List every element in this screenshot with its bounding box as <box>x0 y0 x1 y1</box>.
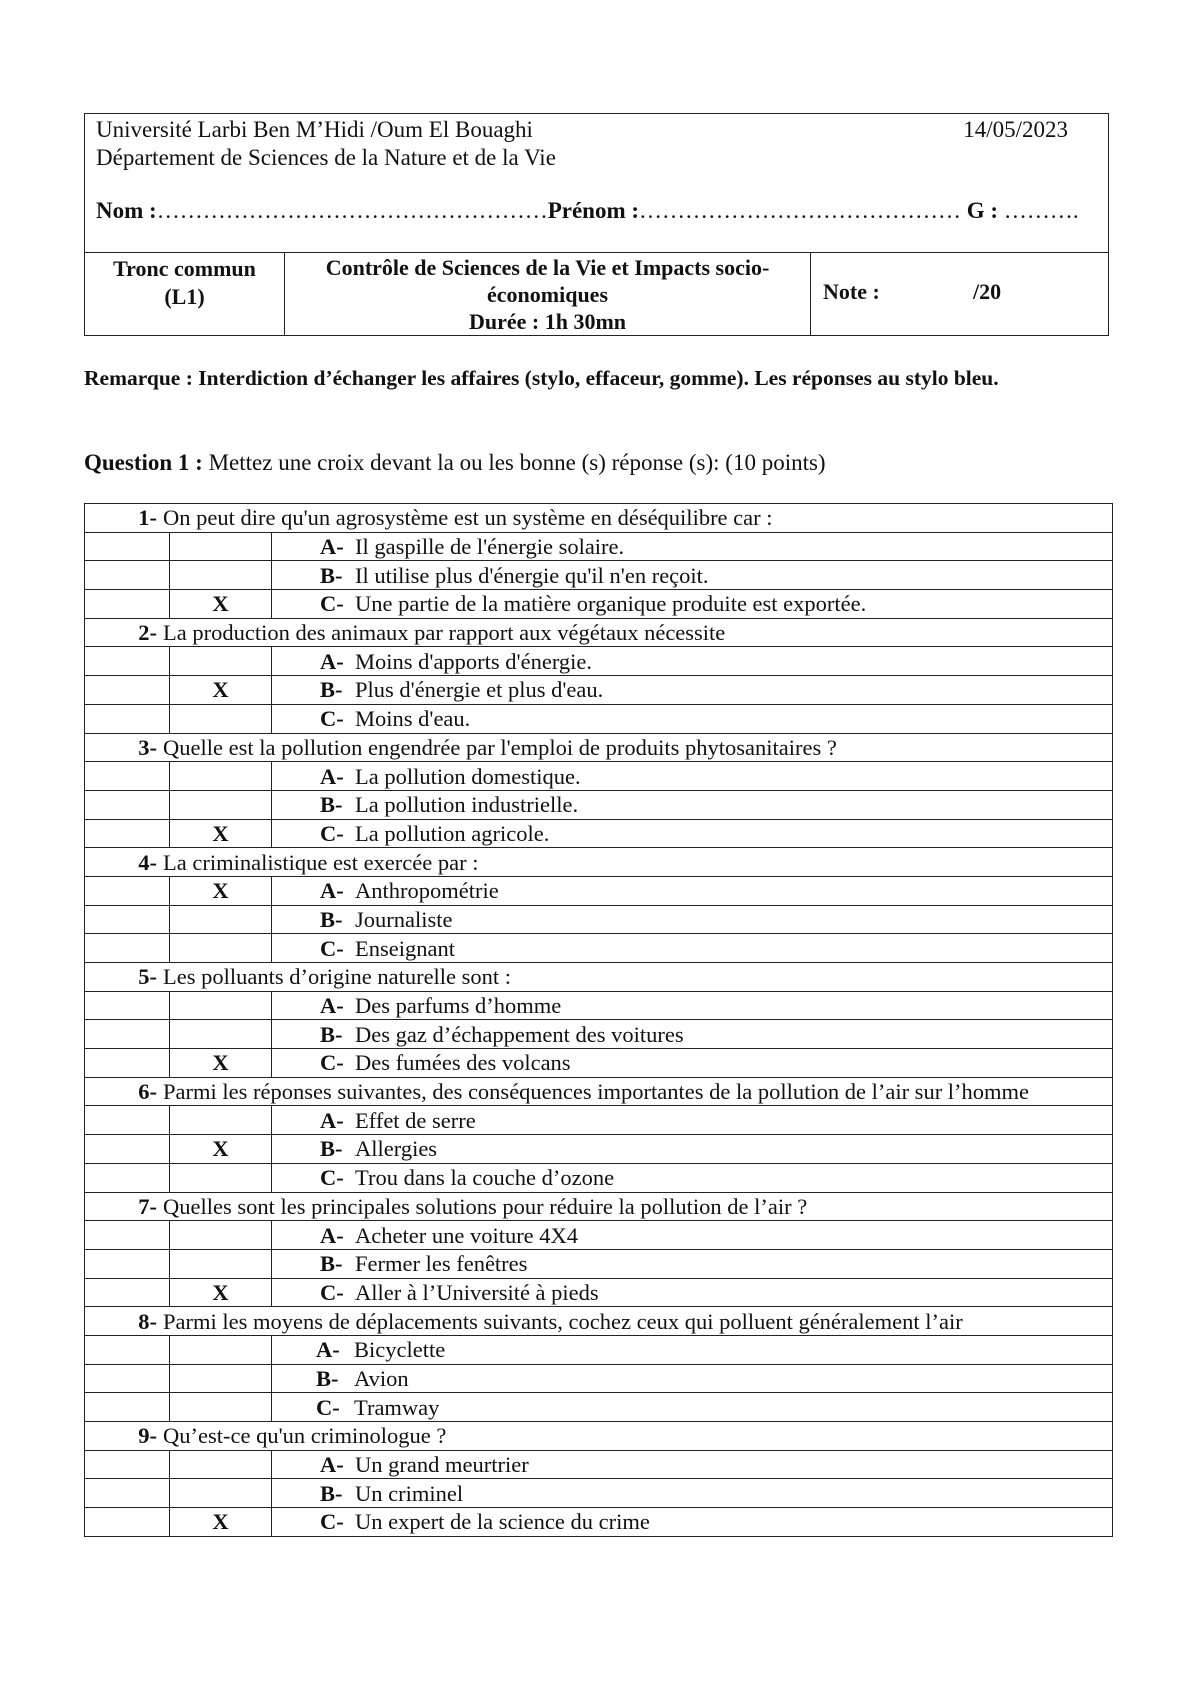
answer-option <box>272 1135 1113 1164</box>
answer-spacer-cell <box>85 1135 170 1164</box>
answer-spacer-cell <box>85 1364 170 1393</box>
answer-text: Anthropométrie <box>355 878 499 904</box>
question-cell <box>85 1192 1113 1221</box>
answer-checkbox-cell[interactable]: X <box>170 676 272 705</box>
question-1-heading <box>84 450 826 476</box>
answer-spacer-cell <box>85 590 170 619</box>
header-exam-row <box>85 253 1108 335</box>
question-cell <box>85 618 1113 647</box>
university-name: Université Larbi Ben M’Hidi /Oum El Bouaghi <box>96 117 533 142</box>
answer-option <box>272 704 1113 733</box>
note-cell <box>811 253 1108 335</box>
answer-row <box>85 790 1113 819</box>
answer-spacer-cell <box>85 1278 170 1307</box>
answer-spacer-cell <box>85 934 170 963</box>
answer-letter: A- <box>320 1452 344 1478</box>
answer-letter: B- <box>320 1021 343 1047</box>
answer-spacer-cell <box>85 1335 170 1364</box>
question-row <box>85 848 1113 877</box>
answer-letter: A- <box>320 1222 344 1248</box>
answer-option <box>272 819 1113 848</box>
question-1-label: Question 1 : <box>84 450 203 475</box>
exam-title-cell <box>285 253 811 335</box>
exam-title-line-1: Contrôle de Sciences de la Vie et Impacts socio- <box>325 255 770 280</box>
answer-text: Des fumées des volcans <box>355 1050 571 1076</box>
question-number: 4- <box>138 849 157 875</box>
answer-spacer-cell <box>85 1163 170 1192</box>
answer-letter: B- <box>320 1136 343 1162</box>
question-text: Parmi les réponses suivantes, des conséquences importantes de la pollution de l’air sur l’homme <box>163 1079 1030 1105</box>
answer-option <box>272 1049 1113 1078</box>
answer-option <box>272 1393 1113 1422</box>
answer-option <box>272 1249 1113 1278</box>
answer-option <box>272 590 1113 619</box>
answer-letter: A- <box>320 993 344 1019</box>
answer-row <box>85 1393 1113 1422</box>
answer-option <box>272 1364 1113 1393</box>
answer-spacer-cell <box>85 1508 170 1537</box>
answer-spacer-cell <box>85 532 170 561</box>
answer-row <box>85 934 1113 963</box>
answer-letter: C- <box>320 935 344 961</box>
answer-text: Une partie de la matière organique produite est exportée. <box>355 591 867 617</box>
answer-option <box>272 1479 1113 1508</box>
answer-spacer-cell <box>85 1020 170 1049</box>
answer-row <box>85 1106 1113 1135</box>
question-text: Quelles sont les principales solutions pour réduire la pollution de l’air ? <box>163 1193 808 1219</box>
question-row <box>85 1422 1113 1451</box>
answer-row <box>85 1049 1113 1078</box>
answer-text: Enseignant <box>355 935 455 961</box>
answer-checkbox-cell[interactable]: X <box>170 1508 272 1537</box>
answer-checkbox-cell[interactable] <box>170 905 272 934</box>
nom-field[interactable]: …………………………………………… <box>156 198 548 223</box>
question-cell <box>85 1422 1113 1451</box>
question-number: 7- <box>138 1193 157 1219</box>
answer-option <box>272 1163 1113 1192</box>
exam-title-line-2: économiques <box>487 282 608 307</box>
answer-option <box>272 1335 1113 1364</box>
answer-text: Un criminel <box>355 1480 464 1506</box>
answer-checkbox-cell[interactable] <box>170 790 272 819</box>
answer-row <box>85 704 1113 733</box>
question-cell <box>85 1307 1113 1336</box>
answer-text: Plus d'énergie et plus d'eau. <box>355 677 604 703</box>
answer-option <box>272 1020 1113 1049</box>
answer-text: Tramway <box>354 1394 440 1420</box>
answer-letter: C- <box>320 1165 344 1191</box>
answer-row <box>85 676 1113 705</box>
answer-spacer-cell <box>85 561 170 590</box>
answer-checkbox-cell[interactable]: X <box>170 819 272 848</box>
answer-checkbox-cell[interactable] <box>170 1020 272 1049</box>
question-row <box>85 1077 1113 1106</box>
answer-row <box>85 1364 1113 1393</box>
answer-letter: A- <box>320 763 344 789</box>
answer-checkbox-cell[interactable] <box>170 762 272 791</box>
level-cell <box>85 253 285 335</box>
answer-checkbox-cell[interactable] <box>170 991 272 1020</box>
answer-text: Il utilise plus d'énergie qu'il n'en reçoit. <box>355 562 709 588</box>
answer-row <box>85 1335 1113 1364</box>
answer-checkbox-cell[interactable] <box>170 1106 272 1135</box>
answer-checkbox-cell[interactable]: X <box>170 1135 272 1164</box>
question-text: La production des animaux par rapport aux végétaux nécessite <box>163 620 726 646</box>
answer-letter: A- <box>320 648 344 674</box>
answer-letter: B- <box>320 1251 343 1277</box>
answer-text: Moins d'eau. <box>355 706 471 732</box>
answer-option <box>272 1508 1113 1537</box>
answer-checkbox-cell[interactable] <box>170 1221 272 1250</box>
answer-text: Bicyclette <box>354 1337 446 1363</box>
level-line-2: (L1) <box>164 284 205 309</box>
answer-checkbox-cell[interactable] <box>170 1393 272 1422</box>
answer-checkbox-cell[interactable]: X <box>170 590 272 619</box>
answer-spacer-cell <box>85 1049 170 1078</box>
answer-option <box>272 762 1113 791</box>
answer-row <box>85 1479 1113 1508</box>
answer-row <box>85 532 1113 561</box>
question-number: 5- <box>138 964 157 990</box>
answer-checkbox-cell[interactable] <box>170 1479 272 1508</box>
question-text: Parmi les moyens de déplacements suivants, cochez ceux qui polluent généralement l’air <box>163 1308 963 1334</box>
question-cell <box>85 733 1113 762</box>
answer-letter: B- <box>320 562 343 588</box>
question-cell <box>85 848 1113 877</box>
answer-text: Un expert de la science du crime <box>355 1509 650 1535</box>
answer-text: Aller à l’Université à pieds <box>355 1279 599 1305</box>
question-number: 2- <box>138 620 157 646</box>
answer-spacer-cell <box>85 676 170 705</box>
answer-spacer-cell <box>85 1249 170 1278</box>
answer-letter: C- <box>316 1394 340 1420</box>
answer-letter: C- <box>320 1509 344 1535</box>
answer-spacer-cell <box>85 647 170 676</box>
note-label: Note : <box>823 279 880 304</box>
answer-letter: A- <box>320 878 344 904</box>
answer-row <box>85 1508 1113 1537</box>
answer-text: La pollution industrielle. <box>355 792 579 818</box>
answer-text: La pollution domestique. <box>355 763 581 789</box>
question-text: La criminalistique est exercée par : <box>163 849 479 875</box>
question-cell <box>85 963 1113 992</box>
question-row <box>85 1307 1113 1336</box>
answer-checkbox-cell[interactable]: X <box>170 1049 272 1078</box>
question-text: Quelle est la pollution engendrée par l'emploi de produits phytosanitaires ? <box>163 734 837 760</box>
question-number: 9- <box>138 1423 157 1449</box>
answer-row <box>85 590 1113 619</box>
answer-row <box>85 876 1113 905</box>
question-cell <box>85 1077 1113 1106</box>
answer-letter: B- <box>316 1365 339 1391</box>
answer-text: Journaliste <box>355 906 453 932</box>
answer-option <box>272 1278 1113 1307</box>
question-row <box>85 1192 1113 1221</box>
question-number: 1- <box>138 505 157 531</box>
answer-checkbox-cell[interactable] <box>170 704 272 733</box>
answer-row <box>85 647 1113 676</box>
answer-option <box>272 647 1113 676</box>
student-identity-row <box>96 198 1079 224</box>
answer-option <box>272 1106 1113 1135</box>
answer-option <box>272 876 1113 905</box>
answer-letter: A- <box>320 1107 344 1133</box>
answer-option <box>272 676 1113 705</box>
answer-row <box>85 1278 1113 1307</box>
answer-letter: A- <box>320 534 344 560</box>
answer-text: Des gaz d’échappement des voitures <box>355 1021 684 1047</box>
prenom-label: Prénom : <box>547 198 640 223</box>
answer-letter: A- <box>316 1337 340 1363</box>
answer-checkbox-cell[interactable] <box>170 1450 272 1479</box>
answer-option <box>272 905 1113 934</box>
question-row <box>85 618 1113 647</box>
answer-row <box>85 762 1113 791</box>
answer-option <box>272 532 1113 561</box>
question-cell <box>85 504 1113 533</box>
answer-row <box>85 905 1113 934</box>
question-text: Les polluants d’origine naturelle sont : <box>163 964 512 990</box>
answer-spacer-cell <box>85 905 170 934</box>
answer-letter: C- <box>320 820 344 846</box>
department-name: Département de Sciences de la Nature et de la Vie <box>96 145 556 170</box>
answer-checkbox-cell[interactable]: X <box>170 1278 272 1307</box>
answer-letter: B- <box>320 792 343 818</box>
answer-checkbox-cell[interactable] <box>170 1364 272 1393</box>
answer-text: Des parfums d’homme <box>355 993 562 1019</box>
answer-option <box>272 1450 1113 1479</box>
header-info <box>85 114 1108 253</box>
exam-date: 14/05/2023 <box>963 117 1068 142</box>
answer-row <box>85 991 1113 1020</box>
answer-text: Un grand meurtrier <box>355 1452 529 1478</box>
question-number: 3- <box>138 734 157 760</box>
answer-text: Avion <box>354 1365 409 1391</box>
level-line-1: Tronc commun <box>113 256 256 281</box>
answer-text: Allergies <box>355 1136 438 1162</box>
answer-option <box>272 790 1113 819</box>
question-text: Qu’est-ce qu'un criminologue ? <box>163 1423 447 1449</box>
note-value[interactable]: /20 <box>973 279 1002 304</box>
answer-option <box>272 561 1113 590</box>
question-number: 8- <box>138 1308 157 1334</box>
answer-letter: B- <box>320 906 343 932</box>
answer-checkbox-cell[interactable]: X <box>170 876 272 905</box>
answer-row <box>85 561 1113 590</box>
question-row <box>85 504 1113 533</box>
answer-spacer-cell <box>85 790 170 819</box>
answer-checkbox-cell[interactable] <box>170 561 272 590</box>
answer-checkbox-cell[interactable] <box>170 647 272 676</box>
answer-text: Fermer les fenêtres <box>355 1251 528 1277</box>
answer-option <box>272 934 1113 963</box>
nom-label: Nom : <box>96 198 157 223</box>
answer-row <box>85 819 1113 848</box>
groupe-label: G : <box>966 198 999 223</box>
answer-text: Effet de serre <box>355 1107 476 1133</box>
answer-checkbox-cell[interactable] <box>170 1335 272 1364</box>
question-1-text: Mettez une croix devant la ou les bonne (s) réponse (s): (10 points) <box>202 450 826 475</box>
answer-spacer-cell <box>85 991 170 1020</box>
prenom-field[interactable]: …………………………………… <box>639 198 962 223</box>
answer-letter: B- <box>320 677 343 703</box>
answer-text: Trou dans la couche d’ozone <box>355 1165 615 1191</box>
qcm-table <box>84 503 1113 1537</box>
answer-spacer-cell <box>85 1393 170 1422</box>
answer-checkbox-cell[interactable] <box>170 532 272 561</box>
answer-option <box>272 1221 1113 1250</box>
answer-checkbox-cell[interactable] <box>170 934 272 963</box>
answer-letter: C- <box>320 591 344 617</box>
answer-option <box>272 991 1113 1020</box>
groupe-field[interactable]: ………. <box>1003 198 1079 223</box>
answer-letter: C- <box>320 706 344 732</box>
answer-spacer-cell <box>85 819 170 848</box>
remark-text: Remarque : Interdiction d’échanger les affaires (stylo, effaceur, gomme). Les réponses au stylo bleu. <box>84 366 999 390</box>
exam-header-box <box>84 113 1109 336</box>
answer-row <box>85 1135 1113 1164</box>
answer-row <box>85 1249 1113 1278</box>
question-text: On peut dire qu'un agrosystème est un système en déséquilibre car : <box>163 505 773 531</box>
answer-spacer-cell <box>85 1479 170 1508</box>
answer-row <box>85 1163 1113 1192</box>
question-row <box>85 963 1113 992</box>
answer-spacer-cell <box>85 1450 170 1479</box>
answer-checkbox-cell[interactable] <box>170 1249 272 1278</box>
answer-row <box>85 1221 1113 1250</box>
answer-text: Acheter une voiture 4X4 <box>355 1222 579 1248</box>
answer-row <box>85 1450 1113 1479</box>
answer-letter: C- <box>320 1050 344 1076</box>
answer-row <box>85 1020 1113 1049</box>
answer-checkbox-cell[interactable] <box>170 1163 272 1192</box>
exam-duration: Durée : 1h 30mn <box>468 309 627 334</box>
answer-spacer-cell <box>85 704 170 733</box>
answer-letter: C- <box>320 1279 344 1305</box>
answer-letter: B- <box>320 1480 343 1506</box>
question-number: 6- <box>138 1079 157 1105</box>
answer-text: Il gaspille de l'énergie solaire. <box>355 534 625 560</box>
answer-spacer-cell <box>85 1221 170 1250</box>
question-row <box>85 733 1113 762</box>
answer-spacer-cell <box>85 762 170 791</box>
answer-spacer-cell <box>85 1106 170 1135</box>
answer-spacer-cell <box>85 876 170 905</box>
answer-text: Moins d'apports d'énergie. <box>355 648 593 674</box>
answer-text: La pollution agricole. <box>355 820 550 846</box>
